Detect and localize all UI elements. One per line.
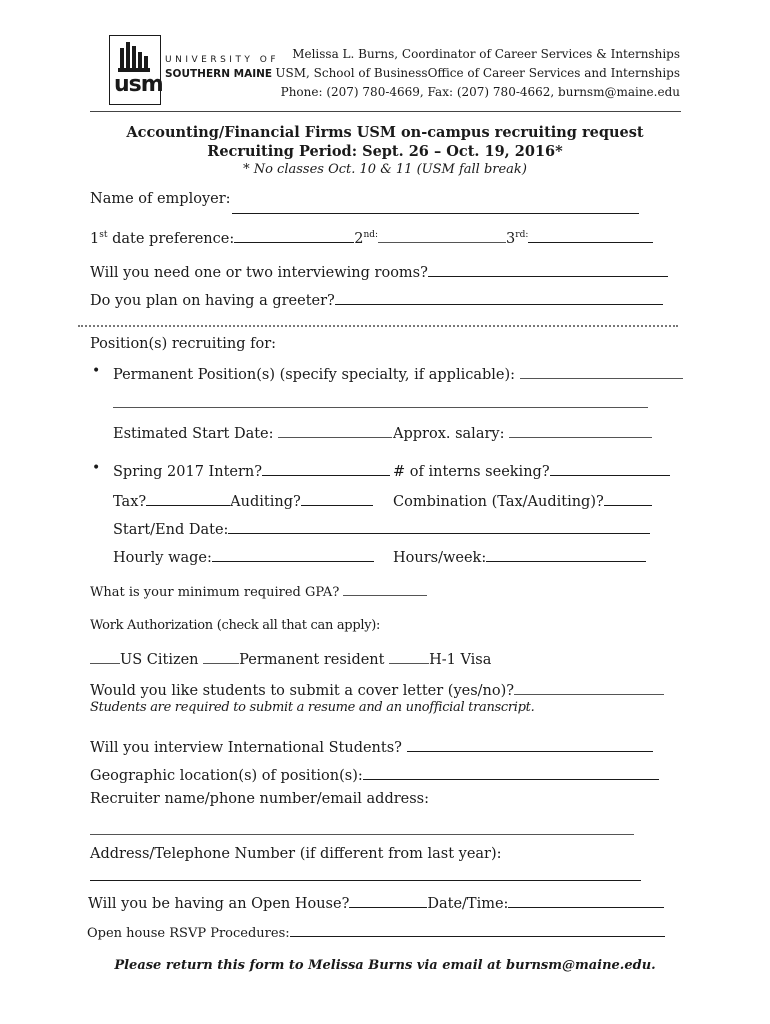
recruiting-period: Recruiting Period: Sept. 26 – Oct. 19, 2016* <box>207 143 563 160</box>
hourly-row <box>113 547 374 566</box>
hourly-field[interactable] <box>212 547 374 562</box>
logo-usm: usm <box>114 72 163 97</box>
hours-week-row <box>393 547 646 566</box>
work-auth-label: Work Authorization (check all that can apply): <box>90 618 381 633</box>
third-pref-field[interactable] <box>528 228 653 243</box>
header-divider <box>90 111 681 112</box>
logo-southern-maine: SOUTHERN MAINE <box>165 68 273 80</box>
start-end-field[interactable] <box>228 519 650 534</box>
tax-label: Tax? <box>113 494 147 510</box>
cover-letter-field[interactable] <box>514 680 664 695</box>
rooms-field[interactable] <box>428 262 668 277</box>
recruiter-label: Recruiter name/phone number/email address: <box>90 791 430 807</box>
rooms-label: Will you need one or two interviewing rooms? <box>90 265 428 281</box>
logo-university-of: UNIVERSITY OF <box>165 55 280 65</box>
start-end-row <box>113 519 650 538</box>
header-line-3: Phone: (207) 780-4669, Fax: (207) 780-4662, burnsm@maine.edu <box>280 85 680 99</box>
employer-label: Name of employer: <box>90 191 231 207</box>
form-title: Accounting/Financial Firms USM on-campus recruiting request <box>126 124 644 141</box>
cover-letter-note: Students are required to submit a resume and an unofficial transcript. <box>90 700 535 715</box>
spring-intern-label: Spring 2017 Intern? <box>113 464 263 480</box>
spring-intern-field[interactable] <box>262 461 390 476</box>
tax-auditing-row <box>113 491 373 510</box>
date-time-label: Date/Time: <box>427 896 509 912</box>
combination-row <box>393 491 652 510</box>
geo-row <box>90 765 659 784</box>
employer-field[interactable] <box>232 199 639 214</box>
logo-building-icon <box>116 40 154 74</box>
second-pref-label: $2^{nd:}$ <box>354 230 379 247</box>
header-line-1: Melissa L. Burns, Coordinator of Career Services & Internships <box>292 47 680 61</box>
geo-field[interactable] <box>363 765 659 780</box>
first-pref-label: 1st date preference: <box>90 230 235 247</box>
return-instructions: Please return this form to Melissa Burns via email at burnsm@maine.edu. <box>114 958 656 973</box>
rsvp-field[interactable] <box>290 922 665 937</box>
fall-break-note: * No classes Oct. 10 & 11 (USM fall break) <box>243 162 527 177</box>
gpa-row <box>90 581 427 600</box>
h1-visa-label: H-1 Visa <box>429 652 492 668</box>
salary-label: Approx. salary: <box>393 426 505 442</box>
date-time-field[interactable] <box>508 893 664 908</box>
start-date-label: Estimated Start Date: <box>113 426 274 442</box>
gpa-field[interactable] <box>343 581 427 596</box>
open-house-field[interactable] <box>349 893 427 908</box>
recruiter-field[interactable] <box>90 820 634 835</box>
header-line-2: USM, School of BusinessOffice of Career Services and Internships <box>275 66 680 80</box>
rooms-row <box>90 262 668 281</box>
intl-field[interactable] <box>407 737 653 752</box>
geo-label: Geographic location(s) of position(s): <box>90 768 363 784</box>
greeter-row <box>90 290 663 309</box>
salary-row <box>393 423 652 442</box>
gpa-label: What is your minimum required GPA? <box>90 585 340 600</box>
second-pref-field[interactable] <box>378 228 506 243</box>
date-preference-row <box>90 228 653 247</box>
cover-letter-label: Would you like students to submit a cover letter (yes/no)? <box>90 683 515 699</box>
permanent-label: Permanent Position(s) (specify specialty, if applicable): <box>113 367 516 383</box>
tax-field[interactable] <box>146 491 230 506</box>
work-auth-options <box>90 649 491 668</box>
rsvp-label: Open house RSVP Procedures: <box>87 926 290 941</box>
combination-label: Combination (Tax/Auditing)? <box>393 494 604 510</box>
intl-row <box>90 737 653 756</box>
salary-field[interactable] <box>509 423 652 438</box>
open-house-row <box>88 893 664 912</box>
start-end-label: Start/End Date: <box>113 522 229 538</box>
spring-intern-row <box>113 461 390 480</box>
greeter-label: Do you plan on having a greeter? <box>90 293 335 309</box>
permanent-row <box>113 364 683 383</box>
num-interns-row <box>393 461 670 480</box>
permanent-field-continued[interactable] <box>113 393 648 408</box>
auditing-label: Auditing? <box>230 494 301 510</box>
start-date-field[interactable] <box>278 423 392 438</box>
permanent-field[interactable] <box>520 364 683 379</box>
section-divider <box>78 325 678 327</box>
start-date-row <box>113 423 392 442</box>
intl-label: Will you interview International Students? <box>90 740 402 756</box>
hours-week-field[interactable] <box>486 547 646 562</box>
greeter-field[interactable] <box>335 290 663 305</box>
bullet-permanent: • <box>92 363 101 379</box>
rsvp-row <box>87 922 665 941</box>
third-pref-label: $3^{rd:}$ <box>506 230 529 247</box>
h1-visa-check[interactable] <box>389 649 429 664</box>
us-citizen-label: US Citizen <box>120 652 199 668</box>
first-pref-field[interactable] <box>234 228 354 243</box>
cover-letter-row <box>90 680 664 699</box>
num-interns-label: # of interns seeking? <box>393 464 550 480</box>
open-house-label: Will you be having an Open House? <box>88 896 350 912</box>
us-citizen-check[interactable] <box>90 649 120 664</box>
num-interns-field[interactable] <box>550 461 670 476</box>
address-field[interactable] <box>90 866 641 881</box>
address-label: Address/Telephone Number (if different from last year): <box>90 846 502 862</box>
hourly-label: Hourly wage: <box>113 550 212 566</box>
bullet-spring-intern: • <box>92 460 101 476</box>
perm-resident-check[interactable] <box>203 649 239 664</box>
perm-resident-label: Permanent resident <box>239 652 385 668</box>
auditing-field[interactable] <box>301 491 373 506</box>
positions-label: Position(s) recruiting for: <box>90 336 277 352</box>
combination-field[interactable] <box>604 491 652 506</box>
hours-week-label: Hours/week: <box>393 550 487 566</box>
